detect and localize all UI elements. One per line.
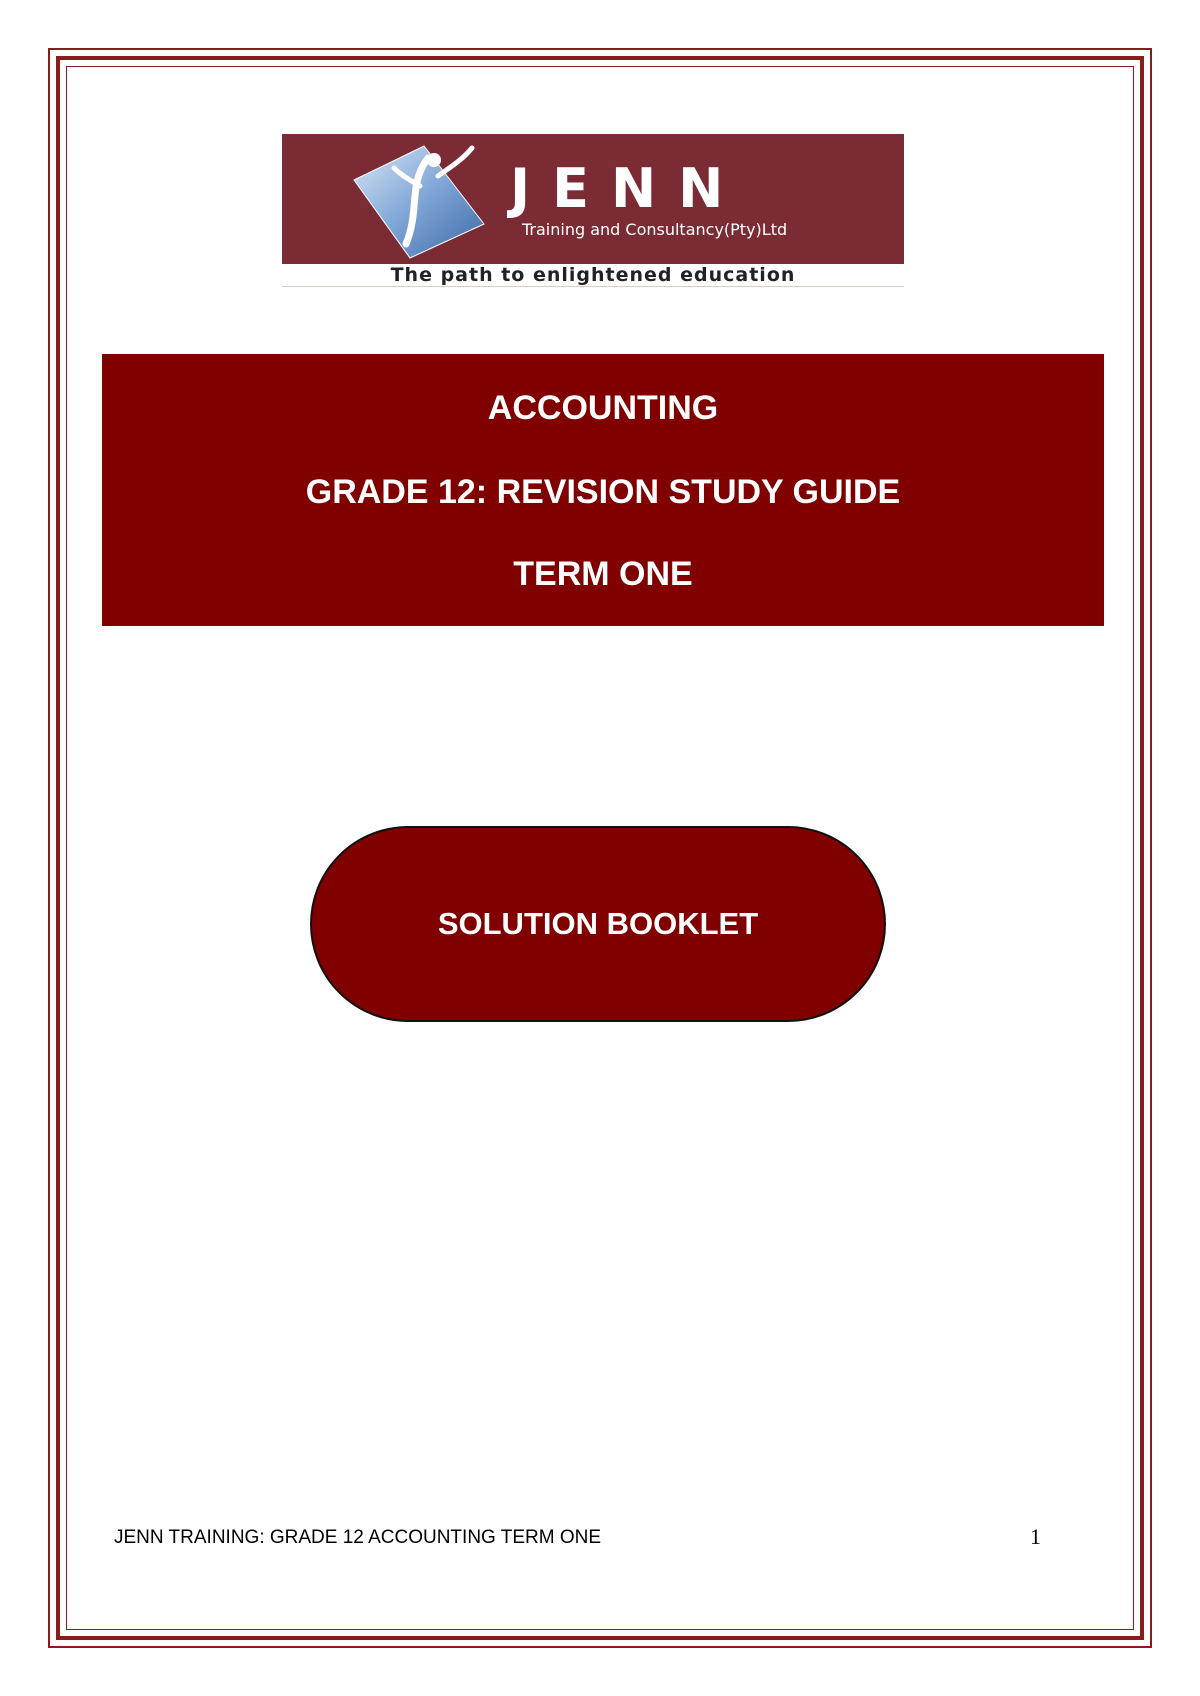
guide-title: GRADE 12: REVISION STUDY GUIDE bbox=[305, 473, 901, 511]
solution-booklet-badge bbox=[310, 826, 886, 1022]
logo-tagline: The path to enlightened education bbox=[282, 264, 904, 287]
logo-mark-icon bbox=[344, 140, 492, 260]
logo-subtitle: Training and Consultancy(Pty)Ltd bbox=[522, 220, 788, 239]
term-title: TERM ONE bbox=[513, 555, 693, 593]
logo-name: JENN bbox=[510, 157, 746, 220]
page-number: 1 bbox=[1030, 1524, 1041, 1549]
footer-text: JENN TRAINING: GRADE 12 ACCOUNTING TERM ONE bbox=[114, 1527, 602, 1548]
subject-title: ACCOUNTING bbox=[487, 389, 719, 427]
logo-band bbox=[282, 134, 904, 264]
solution-booklet-label: SOLUTION BOOKLET bbox=[437, 906, 759, 941]
jenn-logo bbox=[282, 134, 904, 286]
title-banner bbox=[102, 354, 1104, 626]
